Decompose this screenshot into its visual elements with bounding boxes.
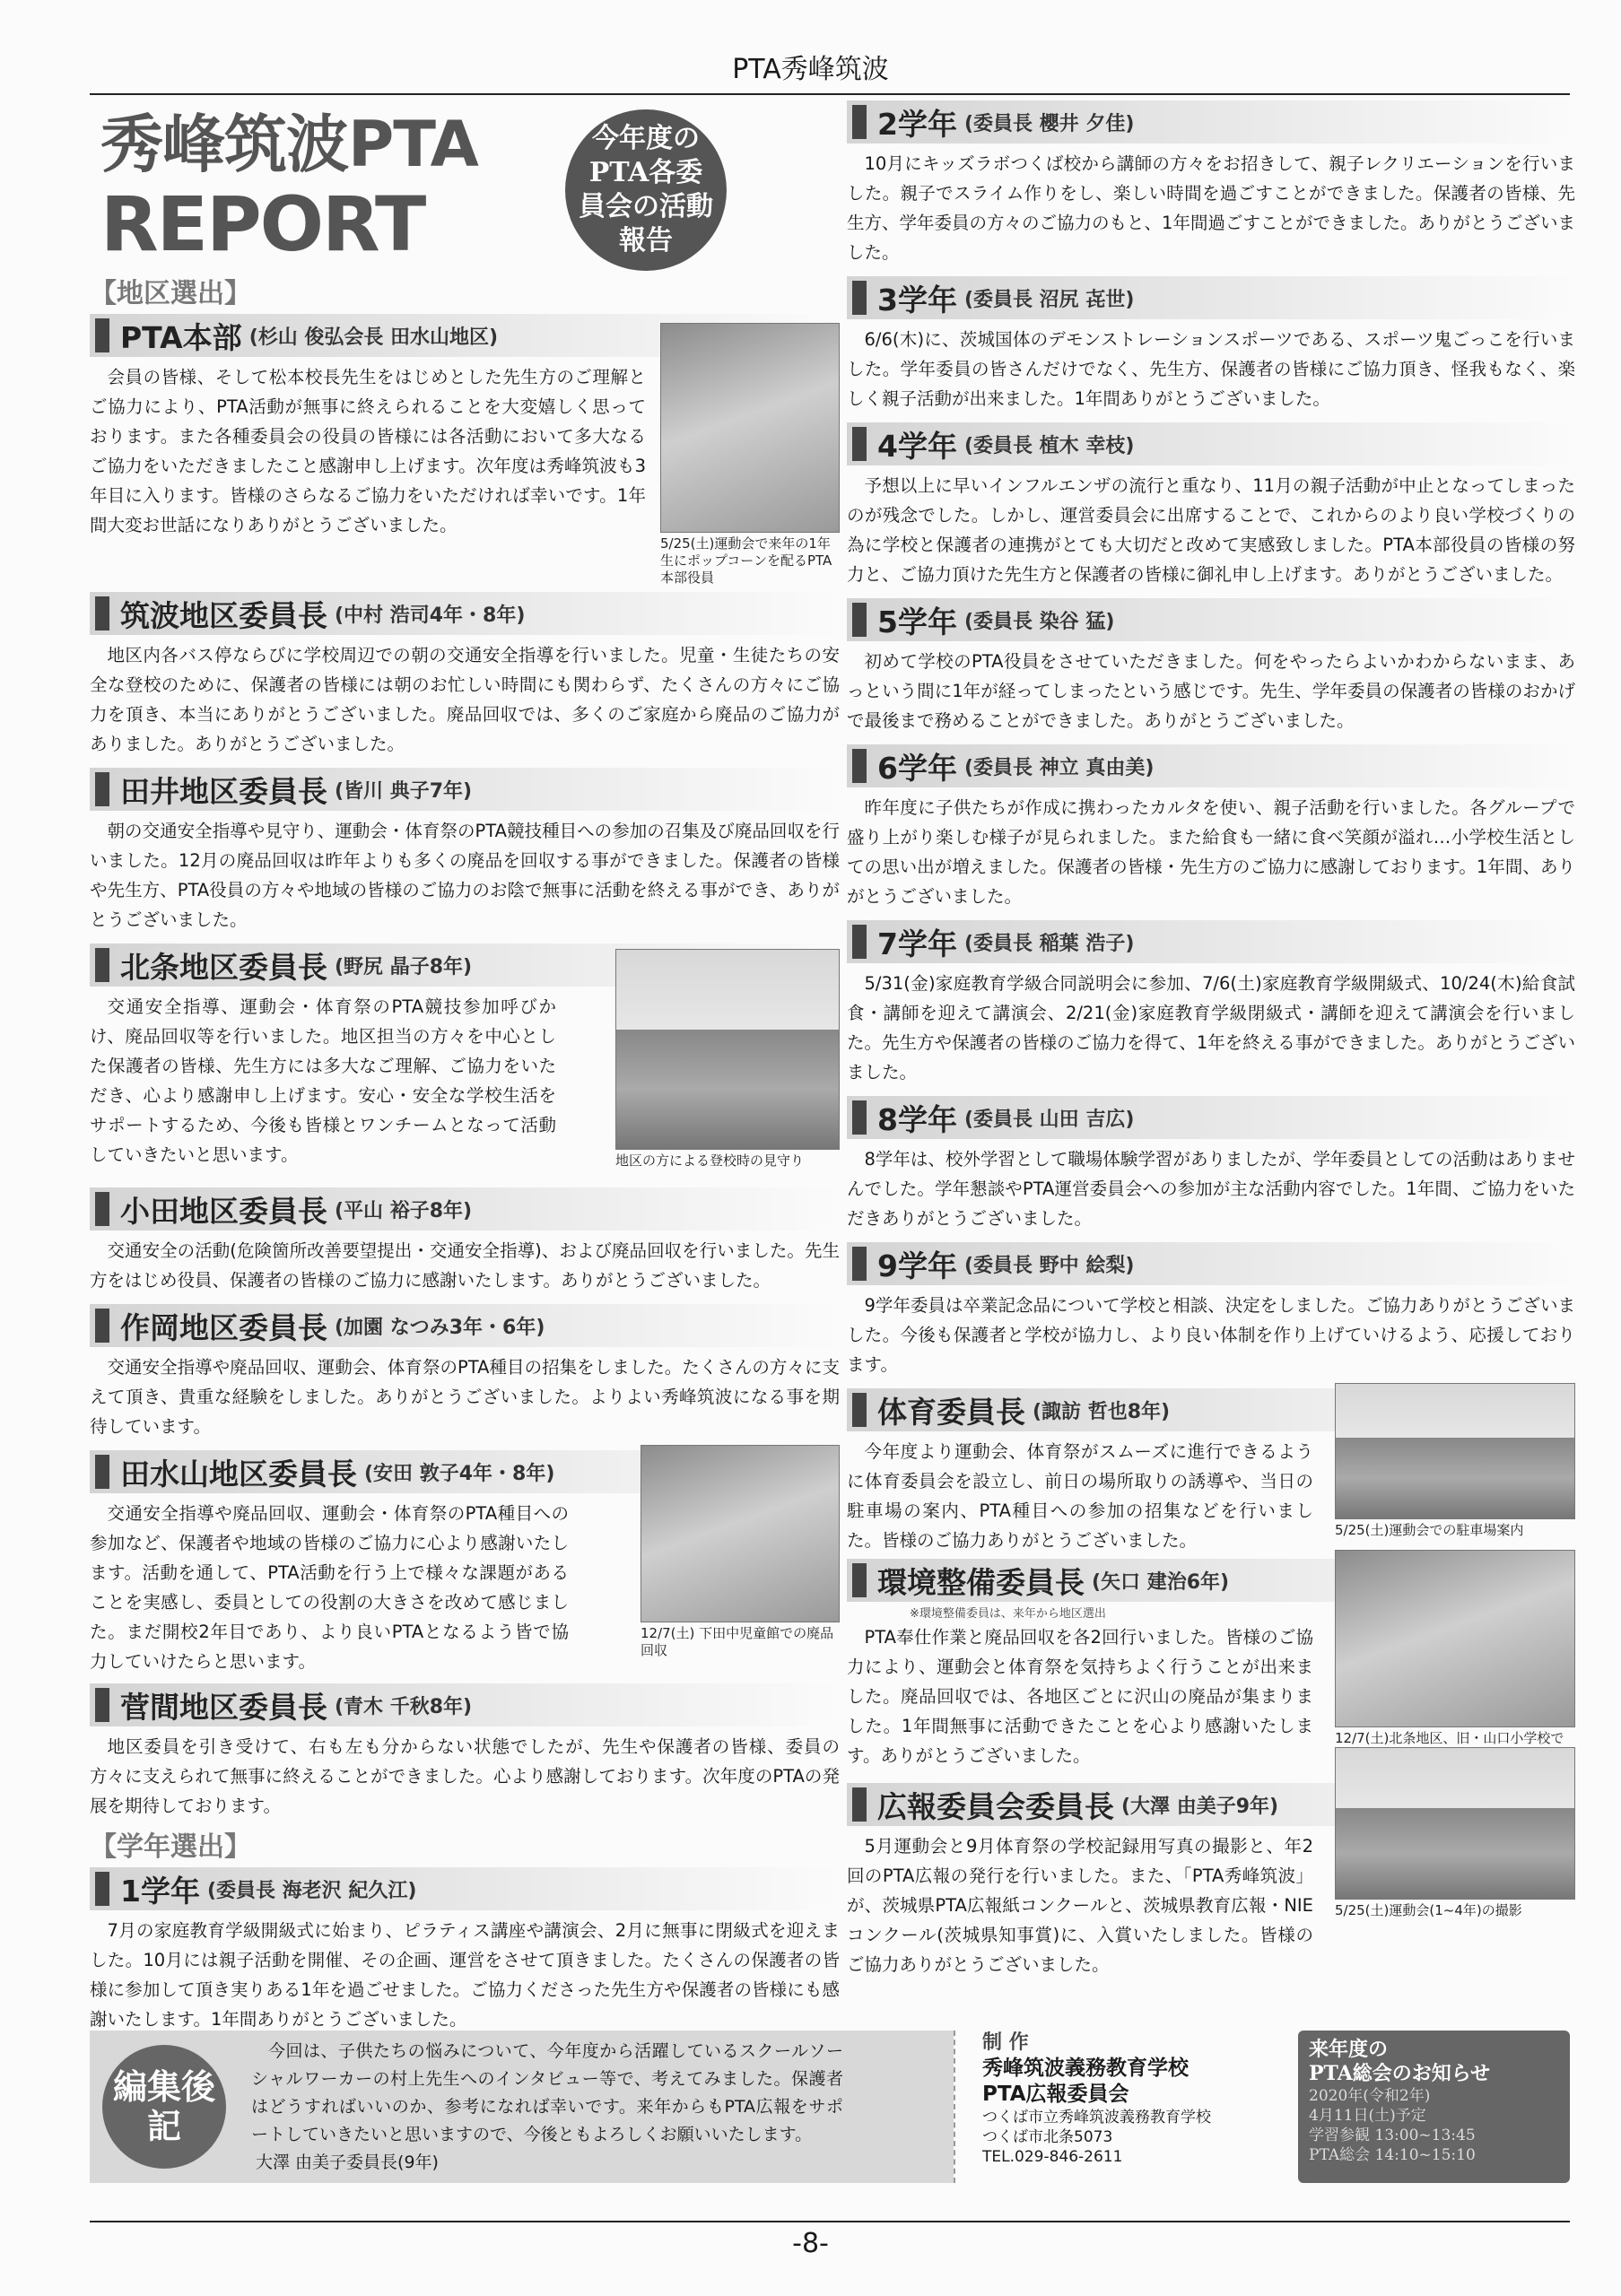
- header-rule: [90, 93, 1570, 95]
- section-chair: (委員長 海老沢 紀久江): [206, 1879, 417, 1902]
- photo-image: [1335, 1550, 1575, 1727]
- section-chair: (皆川 典子7年): [335, 779, 473, 803]
- section-chair: (矢口 建治6年): [1092, 1570, 1230, 1594]
- category-grade: 【学年選出】: [90, 1831, 251, 1863]
- section-name: 5学年: [877, 604, 957, 639]
- section-name: 1学年: [120, 1873, 200, 1909]
- section-chair: (委員長 野中 絵梨): [963, 1254, 1135, 1277]
- section-text: 今年度より運動会、体育祭がスムーズに進行できるように体育委員会を設立し、前日の場所取りの誘導や、当日の駐車場の案内、PTA種目への参加の招集などを行いました。皆様のご協力ありがとうございました。: [847, 1441, 1313, 1551]
- section-note: ※環境整備委員は、来年から地区選出: [910, 1607, 1106, 1621]
- section-text: 会員の皆様、そして松本校長先生をはじめとした先生方のご理解とご協力により、PTA活動が無事に終えられることを大変嬉しく思っております。また各種委員会の役員の皆様には各活動において多大なるご協力をいただきましたこと感謝申し上げます。次年度は秀峰筑波も3年目に入ります。皆様のさらなるご協力をいただければ幸いです。1年間大変お世話になりありがとうございました。: [90, 367, 646, 535]
- section-chair: (安田 敦子4年・8年): [364, 1462, 555, 1485]
- production-address-2: つくば市北条5073: [982, 2128, 1113, 2146]
- section-name: 3学年: [877, 282, 957, 317]
- section-grade-3: [847, 276, 1575, 413]
- section-name: 9学年: [877, 1248, 957, 1283]
- section-text: 交通安全指導、運動会・体育祭のPTA競技参加呼びかけ、廃品回収等を行いました。地区担当の方々を中心とした保護者の皆様、先生方には多大なご理解、ご協力をいただき、心より感謝申し上げます。安心・安全な学校生活をサポートするため、今後も皆様とワンチームとなって活動していきたいと思います。: [90, 996, 556, 1165]
- masthead-title: 秀峰筑波PTA: [100, 108, 478, 181]
- section-chair: (大澤 由美子9年): [1121, 1795, 1279, 1818]
- section-text: 交通安全指導や廃品回収、運動会・体育祭のPTA種目への参加など、保護者や地域の皆様のご協力に心より感謝いたします。活動を通して、PTA活動を行う上で様々な課題があることを実感し、委員としての役割の大きさを改めて感じました。まだ開校2年目であり、より良いPTAとなるよう皆で協力していけたらと思います。: [90, 1503, 569, 1672]
- photo-caption: 5/25(土)運動会で来年の1年生にポップコーンを配るPTA本部役員: [660, 535, 832, 586]
- section-text: 初めて学校のPTA役員をさせていただきました。何をやったらよいかわからないまま、あっという間に1年が経ってしまったという感じです。先生、学年委員の保護者の皆様のおかげで最後まで務めることができました。ありがとうございました。: [847, 651, 1575, 731]
- section-name: 北条地区委員長: [120, 949, 327, 985]
- section-name: 体育委員長: [877, 1394, 1025, 1430]
- notice-general-meeting: PTA総会 14:10~15:10: [1309, 2146, 1476, 2164]
- production-committee: PTA広報委員会: [982, 2083, 1129, 2106]
- section-text: 地区内各バス停ならびに学校周辺での朝の交通安全指導を行いました。児童・生徒たちの安全な登校のために、保護者の皆様には朝のお忙しい時間にも関わらず、たくさんの方々にご協力を頂き、本当にありがとうございました。廃品回収では、多くのご家庭から廃品のご協力がありました。ありがとうございました。: [90, 645, 840, 754]
- page-number: -8-: [792, 2228, 829, 2259]
- photo-image: [660, 323, 840, 533]
- photo-caption: 12/7(土)北条地区、旧・山口小学校で: [1335, 1730, 1564, 1746]
- production-label: 制 作: [982, 2031, 1029, 2054]
- photo-caption: 5/25(土)運動会(1~4年)の撮影: [1335, 1902, 1522, 1918]
- section-name: 2学年: [877, 106, 957, 142]
- editors-note-text: 今回は、子供たちの悩みについて、今年度から活躍しているスクールソーシャルワーカーの村上先生へのインタビュー等で、考えてみました。保護者はどうすればいいのか、参考になれば幸いです。来年からもPTA広報をサポートしていきたいと思いますので、今後ともよろしくお願いいたします。 大澤 由美子委員長(9年): [251, 2038, 843, 2177]
- section-grade-4: [847, 422, 1575, 589]
- section-koho: [847, 1783, 1575, 1975]
- section-text: 昨年度に子供たちが作成に携わったカルタを使い、親子活動を行いました。各グループで盛り上がり楽しむ様子が見られました。また給食も一緒に食べ笑顔が溢れ…小学校生活としての思い出が増えました。保護者の皆様・先生方のご協力に感謝しております。1年間、ありがとうございました。: [847, 797, 1575, 907]
- production-address-1: つくば市立秀峰筑波義務教育学校: [982, 2109, 1211, 2126]
- section-chair: (委員長 神立 真由美): [963, 756, 1155, 779]
- section-name: 田水山地区委員長: [120, 1456, 357, 1492]
- section-text: 交通安全の活動(危険箇所改善要望提出・交通安全指導)、および廃品回収を行いました。先生方をはじめ役員、保護者の皆様のご協力に感謝いたします。ありがとうございました。: [90, 1240, 840, 1291]
- section-text: 交通安全指導や廃品回収、運動会、体育祭のPTA種目の招集をしました。たくさんの方々に支えて頂き、貴重な経験をしました。ありがとうございました。よりよい秀峰筑波になる事を期待しています。: [90, 1357, 840, 1437]
- notice-year: 2020年(令和2年): [1309, 2087, 1431, 2105]
- photo-koho: [1335, 1747, 1575, 1919]
- production-school: 秀峰筑波義務教育学校: [982, 2057, 1189, 2080]
- section-text: 6/6(木)に、茨城国体のデモンストレーションスポーツである、スポーツ鬼ごっこを行いました。学年委員の皆さんだけでなく、先生方、保護者の皆様にご協力頂き、怪我もなく、楽しく親子活動が出来ました。1年間ありがとうございました。: [847, 329, 1575, 409]
- section-text: 5月運動会と9月体育祭の学校記録用写真の撮影と、年2回のPTA広報の発行を行いました。また、「PTA秀峰筑波」が、茨城県PTA広報紙コンクールと、茨城県教育広報・NIEコンクール(茨城県知事賞)に、入賞いたしました。皆様のご協力ありがとうございました。: [847, 1836, 1313, 1975]
- editors-note-badge: 編集後記: [102, 2045, 226, 2169]
- section-name: 広報委員会委員長: [877, 1788, 1114, 1824]
- section-chair: (加園 なつみ3年・6年): [335, 1316, 545, 1339]
- photo-image: [1335, 1747, 1575, 1900]
- photo-image: [641, 1445, 840, 1622]
- photo-caption: 12/7(土) 下田中児童館での廃品回収: [641, 1625, 834, 1658]
- section-text: 10月にキッズラボつくば校から講師の方々をお招きして、親子レクリエーションを行いました。親子でスライム作りをし、楽しい時間を過ごすことができました。保護者の皆様、先生方、学年委員の方々のご協力のもと、1年間過ごすことができました。ありがとうございました。: [847, 153, 1575, 263]
- section-grade-8: [847, 1096, 1575, 1233]
- photo-hojo: [615, 949, 840, 1170]
- section-name: 4学年: [877, 428, 957, 464]
- section-pta-honbu: [90, 314, 840, 586]
- section-text: 地区委員を引き受けて、右も左も分からない状態でしたが、先生や保護者の皆様、委員の方々に支えられて無事に終えることができました。心より感謝しております。次年度のPTAの発展を期待しております。: [90, 1736, 840, 1816]
- section-text: 8学年は、校外学習として職場体験学習がありましたが、学年委員としての活動はありませんでした。学年懇談やPTA運営委員会への参加が主な活動内容でした。1年間、ご協力をいただきありがとうございました。: [847, 1149, 1575, 1229]
- section-text: PTA奉仕作業と廃品回収を各2回行いました。皆様のご協力により、運動会と体育祭を気持ちよく行うことが出来ました。廃品回収では、各地区ごとに沢山の廃品が集まりました。1年間無事に活動できたことを心より感謝いたします。ありがとうございました。: [847, 1627, 1313, 1766]
- general-meeting-notice: [1298, 2031, 1570, 2183]
- section-chair: (委員長 山田 吉広): [963, 1108, 1135, 1131]
- left-column: [90, 100, 840, 2043]
- section-grade-2: [847, 100, 1575, 267]
- notice-class-visit: 学習参観 13:00~13:45: [1309, 2126, 1476, 2144]
- section-chair: (野尻 晶子8年): [335, 955, 473, 978]
- editors-note: [90, 2031, 954, 2183]
- section-text: 朝の交通安全指導や見守り、運動会・体育祭のPTA競技種目への参加の召集及び廃品回収を行いました。12月の廃品回収は昨年よりも多くの廃品を回収する事ができました。保護者の皆様や先生方、PTA役員の方々や地域の皆様のご協力のお陰で無事に活動を終える事ができ、ありがとうございました。: [90, 821, 840, 930]
- section-name: 作岡地区委員長: [120, 1309, 327, 1345]
- notice-date: 4月11日(土)予定: [1309, 2107, 1426, 2125]
- footer: [90, 2031, 1570, 2183]
- section-oda: [90, 1187, 840, 1295]
- photo-tamizuyama: [641, 1445, 840, 1659]
- section-text: 7月の家庭教育学級開級式に始まり、ピラティス講座や講演会、2月に無事に閉級式を迎えました。10月には親子活動を開催、その企画、運営をさせて頂きました。たくさんの保護者の皆様に参加して頂き実りある1年を過ごせました。ご協力くださった先生方や保護者の皆様にも感謝いたします。1年間ありがとうございました。: [90, 1920, 840, 2030]
- section-tsukuba: [90, 592, 840, 759]
- photo-taiiku: [1335, 1383, 1575, 1539]
- photo-image: [1335, 1383, 1575, 1519]
- section-chair: (青木 千秋8年): [335, 1695, 473, 1718]
- section-grade-5: [847, 598, 1575, 735]
- section-chair: (杉山 俊弘会長 田水山地区): [248, 326, 499, 349]
- section-name: 田井地区委員長: [120, 773, 327, 809]
- section-tai: [90, 768, 840, 935]
- section-sakuoka: [90, 1304, 840, 1441]
- section-tamizuyama: [90, 1450, 840, 1674]
- section-name: 筑波地区委員長: [120, 597, 327, 633]
- notice-title-1: 来年度の: [1309, 2038, 1389, 2061]
- photo-image: [615, 949, 840, 1150]
- right-column: [847, 100, 1575, 1975]
- section-text: 予想以上に早いインフルエンザの流行と重なり、11月の親子活動が中止となってしまったのが残念でした。しかし、運営委員会に出席することで、これからのより良い学校づくりの為に学校と保護者の連携がとても大切だと改めて実感致しました。PTA本部役員の皆様の努力と、ご協力頂けた先生方と保護者の皆様に御礼申し上げます。ありがとうございました。: [847, 475, 1575, 585]
- notice-title-2: PTA総会のお知らせ: [1309, 2062, 1491, 2085]
- section-chair: (委員長 染谷 猛): [963, 610, 1115, 633]
- editors-note-signature: 大澤 由美子委員長(9年): [256, 2152, 439, 2172]
- production-info: [954, 2031, 1277, 2183]
- section-name: 8学年: [877, 1101, 957, 1137]
- category-district: 【地区選出】: [90, 278, 251, 309]
- section-chair: (委員長 沼尻 㐂世): [963, 288, 1135, 311]
- section-chair: (委員長 稲葉 浩子): [963, 932, 1135, 955]
- masthead-report: REPORT: [100, 180, 425, 268]
- footer-rule: [90, 2221, 1570, 2222]
- photo-caption: 地区の方による登校時の見守り: [615, 1152, 805, 1169]
- section-grade-6: [847, 744, 1575, 911]
- section-name: 6学年: [877, 750, 957, 786]
- section-name: 7学年: [877, 926, 957, 961]
- section-name: PTA本部: [120, 319, 242, 355]
- section-grade-7: [847, 920, 1575, 1087]
- section-chair: (中村 浩司4年・8年): [335, 604, 526, 627]
- page-header: PTA秀峰筑波: [732, 54, 889, 85]
- section-text: 9学年委員は卒業記念品について学校と相談、決定をしました。ご協力ありがとうございました。今後も保護者と学校が協力し、より良い体制を作り上げていけるよう、応援しております。: [847, 1295, 1575, 1375]
- photo-kankyo: [1335, 1550, 1575, 1764]
- photo-pta-honbu: [660, 323, 840, 587]
- section-name: 環境整備委員長: [877, 1564, 1085, 1600]
- section-taiiku: [847, 1388, 1575, 1550]
- section-chair: (平山 裕子8年): [335, 1199, 473, 1222]
- section-name: 菅間地区委員長: [120, 1689, 327, 1725]
- masthead: [90, 100, 840, 276]
- section-grade-9: [847, 1242, 1575, 1379]
- masthead-badge: 今年度のPTA各委員会の活動報告: [565, 109, 727, 271]
- section-name: 小田地区委員長: [120, 1193, 327, 1229]
- section-chair: (委員長 櫻井 夕佳): [963, 112, 1135, 135]
- section-text: 5/31(金)家庭教育学級合同説明会に参加、7/6(土)家庭教育学級開級式、10/24(木)給食試食・講師を迎えて講演会、2/21(金)家庭教育学級閉級式・講師を迎えて講演会を行いました。先生方や保護者の皆様のご協力を得て、1年を終える事ができました。ありがとうございました。: [847, 973, 1575, 1083]
- section-suganuma: [90, 1683, 840, 1821]
- section-kankyo: [847, 1559, 1575, 1774]
- section-grade-1: [90, 1867, 840, 2034]
- photo-caption: 5/25(土)運動会での駐車場案内: [1335, 1522, 1524, 1538]
- production-tel: TEL.029-846-2611: [982, 2148, 1123, 2166]
- section-chair: (委員長 植木 幸枝): [963, 434, 1135, 457]
- section-hojo: [90, 944, 840, 1178]
- section-chair: (諏訪 哲也8年): [1033, 1400, 1171, 1423]
